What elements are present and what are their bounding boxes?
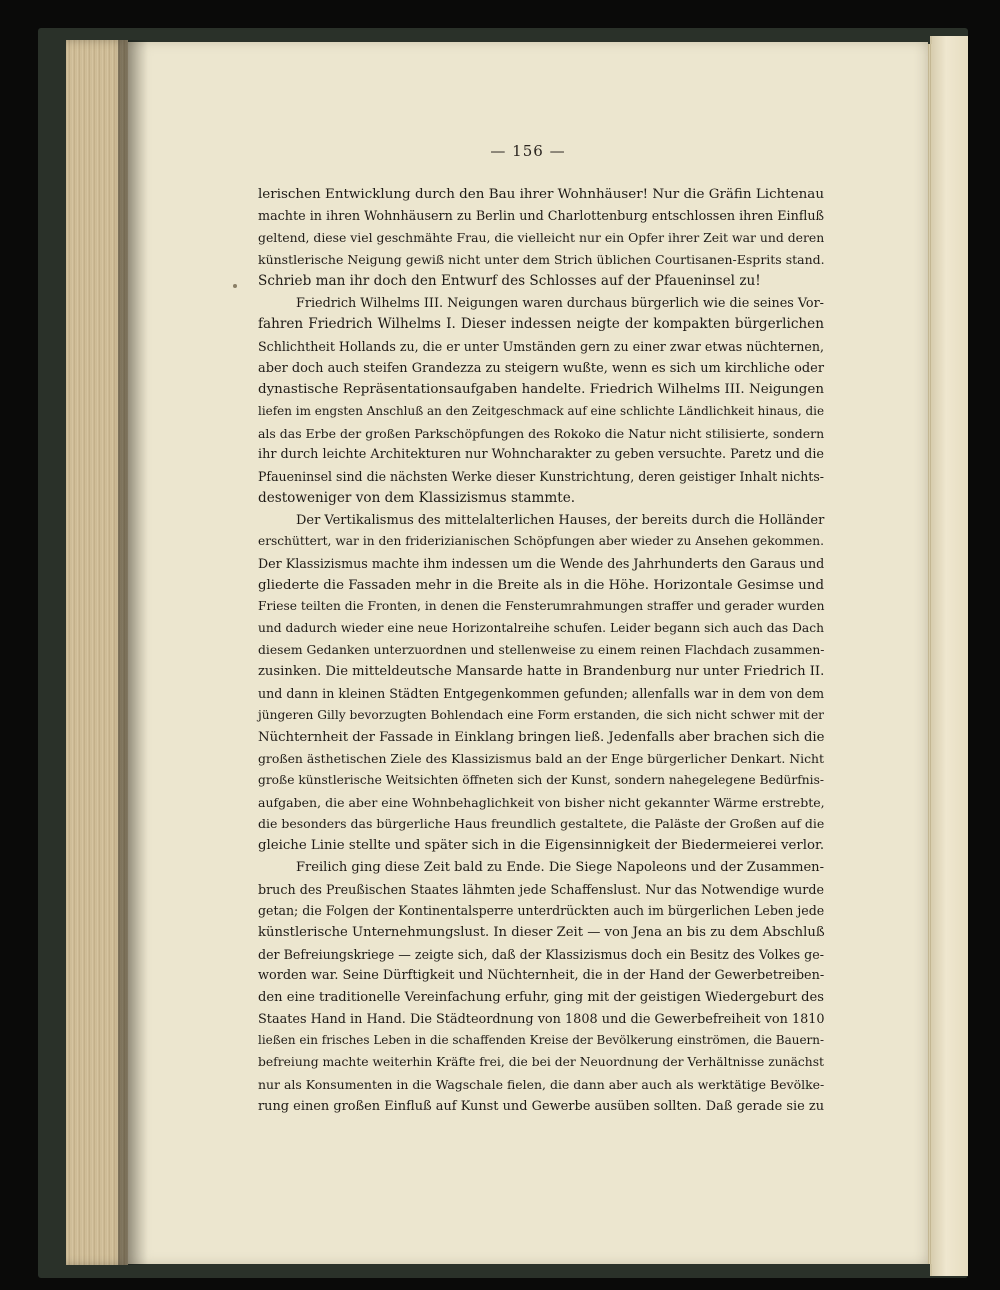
next-leaf-edge [930,36,968,1276]
text-line: getan; die Folgen der Kontinentalsperre unterdrückten auch im bürgerlichen Leben jede [258,903,825,919]
text-line: Freilich ging diese Zeit bald zu Ende. Die Siege Napoleons und der Zusammen- [296,859,824,875]
text-line: ließen ein frisches Leben in die schaffenden Kreise der Bevölkerung einströmen, die Bauern- [258,1033,824,1048]
text-line: Schrieb man ihr doch den Entwurf des Schlosses auf der Pfaueninsel zu! [258,272,761,289]
text-line: Friedrich Wilhelms III. Neigungen waren durchaus bürgerlich wie die seines Vor- [296,295,824,311]
text-line: der Befreiungskriege — zeigte sich, daß der Klassizismus doch ein Besitz des Volkes ge- [258,946,824,962]
text-line: die besonders das bürgerliche Haus freundlich gestaltete, die Paläste der Großen auf die [258,816,825,832]
text-line: und dann in kleinen Städten Entgegenkommen gefunden; allenfalls war in dem von dem [258,686,825,702]
text-line: nur als Konsumenten in die Wagschale fielen, die dann aber auch als werktätige Bevölke- [258,1076,825,1092]
page-number: — 156 — [490,142,566,160]
text-line: und dadurch wieder eine neue Horizontalreihe schufen. Leider begann sich auch das Dach [258,621,824,636]
text-line: aber doch auch steifen Grandezza zu steigern wußte, wenn es sich um kirchliche oder [258,360,824,376]
text-line: bruch des Preußischen Staates lähmten jede Schaffenslust. Nur das Notwendige wurde [258,881,824,897]
text-line: Friese teilten die Fronten, in denen die Fensterumrahmungen straffer und gerader wurden [258,599,825,614]
text-line: gleiche Linie stellte und später sich in die Eigensinnigkeit der Biedermeierei verlor. [258,838,825,854]
text-line: künstlerische Neigung gewiß nicht unter dem Strich üblichen Courtisanen-Esprits stand. [258,252,825,268]
paper-speck [233,284,237,288]
text-line: Der Vertikalismus des mittelalterlichen Hauses, der bereits durch die Holländer [296,512,825,528]
text-line: große künstlerische Weitsichten öffneten sich der Kunst, sondern nahegelegene Bedürfnis- [258,772,824,787]
body-text [258,184,824,1117]
text-line: geltend, diese viel geschmähte Frau, die vielleicht nur ein Opfer ihrer Zeit war und deren [258,230,825,246]
text-line: dynastische Repräsentationsaufgaben handelte. Friedrich Wilhelms III. Neigungen [258,382,824,398]
text-line: liefen im engsten Anschluß an den Zeitgeschmack auf eine schlichte Ländlichkeit hinaus, die [258,404,825,419]
text-line: fahren Friedrich Wilhelms I. Dieser indessen neigte der kompakten bürgerlichen [258,316,824,333]
text-line: Der Klassizismus machte ihm indessen um die Wende des Jahrhunderts den Garaus und [258,555,825,571]
text-line: worden war. Seine Dürftigkeit und Nüchternheit, die in der Hand der Gewerbetreiben- [258,968,825,984]
text-line: den eine traditionelle Vereinfachung erfuhr, ging mit der geistigen Wiedergeburt des [258,990,824,1006]
text-line: jüngeren Gilly bevorzugten Bohlendach eine Form erstanden, die sich nicht schwer mit der [258,707,824,722]
text-line: machte in ihren Wohnhäusern zu Berlin und Charlottenburg entschlossen ihren Einfluß [258,208,825,224]
text-line: Schlichtheit Hollands zu, die er unter Umständen gern zu einer zwar etwas nüchternen, [258,338,825,354]
text-line: Staates Hand in Hand. Die Städteordnung von 1808 und die Gewerbefreiheit von 1810 [258,1011,825,1027]
text-line: Nüchternheit der Fassade in Einklang bringen ließ. Jedenfalls aber brachen sich die [258,729,825,745]
text-line: aufgaben, die aber eine Wohnbehaglichkeit von bisher nicht gekannter Wärme erstrebte, [258,794,825,810]
text-line: ihr durch leichte Architekturen nur Wohncharakter zu geben versuchte. Paretz und die [258,447,824,463]
text-line: künstlerische Unternehmungslust. In dieser Zeit — von Jena an bis zu dem Abschluß [258,924,825,940]
text-line: befreiung machte weiterhin Kräfte frei, die bei der Neuordnung der Verhältnisse zunächst [258,1055,825,1070]
text-line: zusinken. Die mitteldeutsche Mansarde hatte in Brandenburg nur unter Friedrich II. [258,664,825,680]
text-line: diesem Gedanken unterzuordnen und stellenweise zu einem reinen Flachdach zusammen- [258,642,825,657]
spine-shadow [118,40,148,1265]
text-line: Pfaueninsel sind die nächsten Werke dieser Kunstrichtung, deren geistiger Inhalt nichts- [258,469,824,485]
text-line: großen ästhetischen Ziele des Klassizismus bald an der Enge bürgerlicher Denkart. Nicht [258,751,824,767]
text-line: als das Erbe der großen Parkschöpfungen des Rokoko die Natur nicht stilisierte, sondern [258,425,825,441]
text-line: destoweniger von dem Klassizismus stammte. [258,489,576,506]
text-line: lerischen Entwicklung durch den Bau ihrer Wohnhäuser! Nur die Gräfin Lichtenau [258,187,824,202]
text-line: rung einen großen Einfluß auf Kunst und Gewerbe ausüben sollten. Daß gerade sie zu [258,1098,824,1114]
text-line: erschüttert, war in den friderizianischen Schöpfungen aber wieder zu Ansehen gekommen. [258,534,824,549]
text-line: gliederte die Fassaden mehr in die Breite als in die Höhe. Horizontale Gesimse und [258,577,824,593]
